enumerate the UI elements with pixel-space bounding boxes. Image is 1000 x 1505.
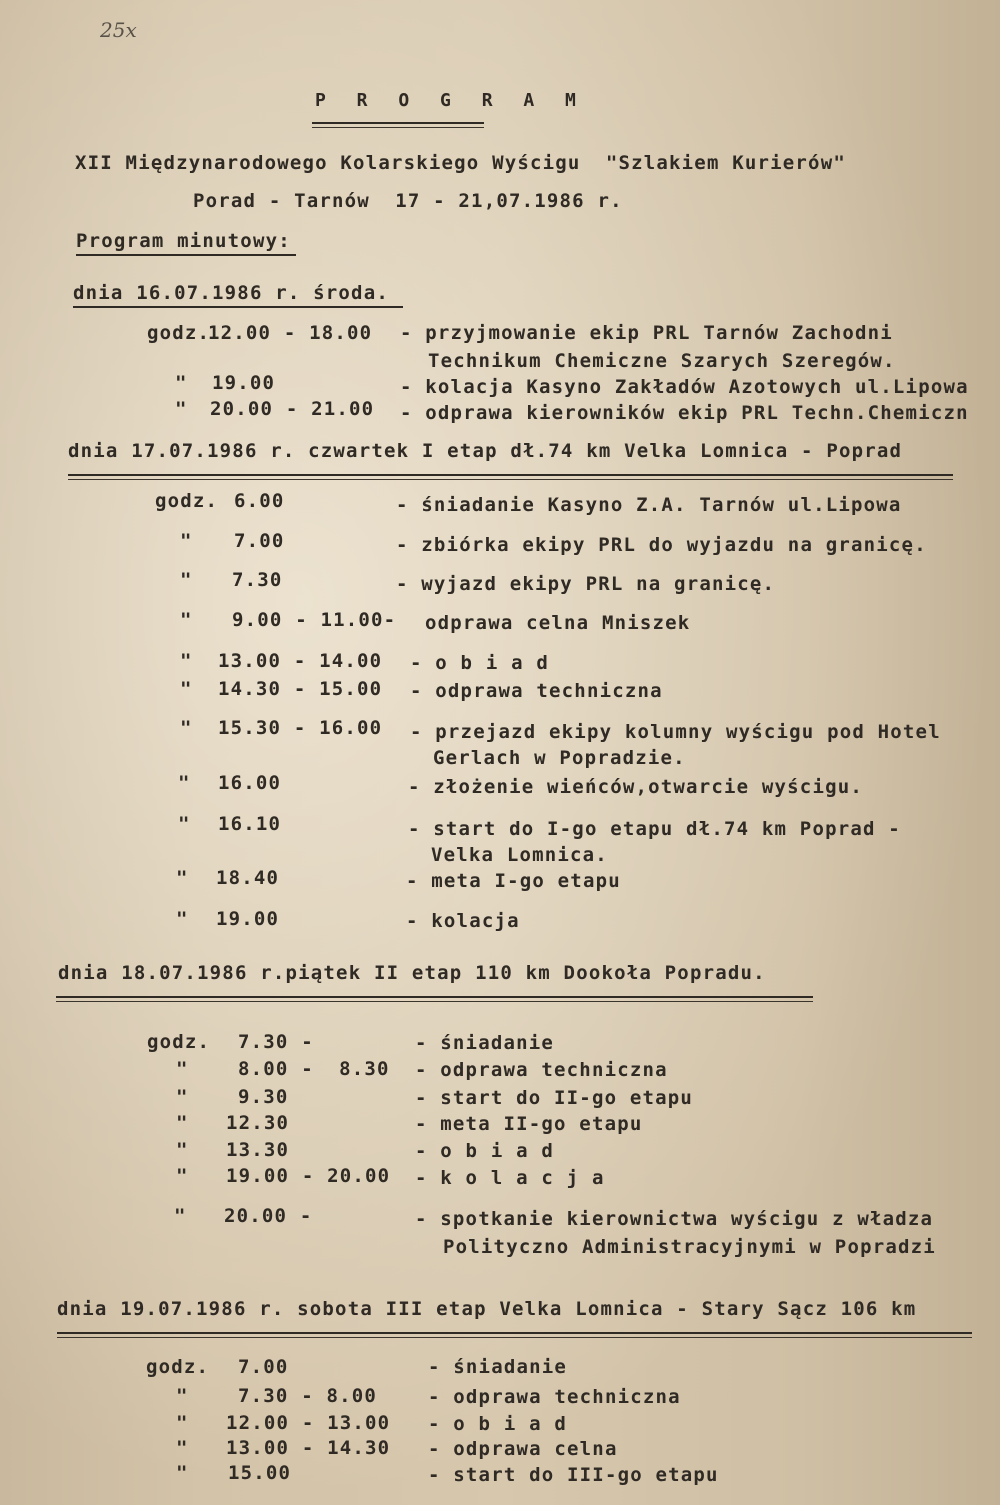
row-description: odprawa celna Mniszek [425,612,691,634]
day-heading-underline [68,474,953,480]
row-time: 12.00 - 18.00 [208,322,373,344]
row-prefix: " [180,678,193,700]
row-prefix: godz. [146,1356,210,1378]
row-description: - o b i a d [428,1413,568,1435]
row-time: 6.00 [234,490,285,512]
row-description: - meta I-go etapu [406,870,621,892]
row-description: - odprawa celna [428,1438,618,1460]
row-description: - k o l a c j a [415,1167,605,1189]
row-description: - przejazd ekipy kolumny wyścigu pod Hotel [410,721,941,743]
margin-note: 25x [100,18,137,42]
row-time: 13.00 - 14.00 [218,650,383,672]
row-description-cont: Velka Lomnica. [431,844,608,866]
row-time: 12.00 - 13.00 [226,1412,391,1434]
day-heading: dnia 16.07.1986 r. środa. [73,282,389,304]
row-prefix: " [178,813,191,835]
row-prefix: " [176,1412,189,1434]
row-description: - złożenie wieńców,otwarcie wyścigu. [408,776,864,798]
row-prefix: " [178,772,191,794]
row-description: - wyjazd ekipy PRL na granicę. [396,573,776,595]
row-time: 7.00 [238,1356,289,1378]
row-description: - śniadanie [428,1356,568,1378]
row-description: - odprawa techniczna [410,680,663,702]
row-description-cont: Technikum Chemiczne Szarych Szeregów. [428,350,896,372]
row-prefix: " [175,398,188,420]
row-description: - start do II-go etapu [415,1087,694,1109]
row-prefix: " [176,1086,189,1108]
row-description-cont: Polityczno Administracyjnymi w Popradzi [443,1236,936,1258]
row-time: 7.00 [234,530,285,552]
row-prefix: " [176,1058,189,1080]
day-heading: dnia 18.07.1986 r.piątek II etap 110 km Dookoła Popradu. [58,962,766,984]
day-heading-underline [56,996,813,1002]
row-time: 13.30 [226,1139,290,1161]
row-prefix: " [176,1385,189,1407]
row-time: 9.00 - 11.00- [232,609,397,631]
row-prefix: " [176,1437,189,1459]
row-time: 18.40 [216,867,280,889]
row-description: - start do III-go etapu [428,1464,719,1486]
day-heading: dnia 17.07.1986 r. czwartek I etap dł.74 km Velka Lomnica - Poprad [68,440,903,462]
row-time: 20.00 - 21.00 [210,398,375,420]
row-prefix: " [176,867,189,889]
row-prefix: " [176,1462,189,1484]
row-time: 19.00 [212,372,276,394]
row-description-cont: Gerlach w Popradzie. [433,747,686,769]
row-time: 7.30 - [238,1031,314,1053]
row-description: - meta II-go etapu [415,1113,643,1135]
row-time: 16.10 [218,813,282,835]
row-description: - kolacja [406,910,520,932]
row-time: 16.00 [218,772,282,794]
row-time: 15.00 [228,1462,292,1484]
row-description: - o b i a d [410,652,550,674]
day-heading: dnia 19.07.1986 r. sobota III etap Velka Lomnica - Stary Sącz 106 km [57,1298,917,1320]
day-heading-underline [73,306,403,308]
row-prefix: " [180,609,193,631]
program-subheading: Program minutowy: [76,230,291,252]
row-prefix: godz. [155,490,219,512]
subheading-underline [76,254,296,256]
day-heading-underline [57,1332,972,1338]
row-description: - śniadanie [415,1032,555,1054]
row-description: - przyjmowanie ekip PRL Tarnów Zachodni [400,322,893,344]
row-prefix: " [180,569,193,591]
row-prefix: godz. [147,1031,211,1053]
row-prefix: " [176,1139,189,1161]
row-description: - odprawa techniczna [428,1386,681,1408]
row-prefix: " [180,717,193,739]
row-prefix: " [176,908,189,930]
row-time: 14.30 - 15.00 [218,678,383,700]
title-underline [312,122,484,128]
row-time: 20.00 - [224,1205,313,1227]
row-description: - o b i a d [415,1140,555,1162]
document-title: P R O G R A M [315,90,586,111]
row-time: 7.30 [232,569,283,591]
row-prefix: " [180,530,193,552]
row-description: - odprawa techniczna [415,1059,668,1081]
row-description: - spotkanie kierownictwa wyścigu z władza [415,1208,934,1230]
row-description: - odprawa kierowników ekip PRL Techn.Chemiczn [400,402,969,424]
row-time: 15.30 - 16.00 [218,717,383,739]
row-prefix: godz. [147,322,211,344]
row-time: 13.00 - 14.30 [226,1437,391,1459]
row-description: - start do I-go etapu dł.74 km Poprad - [408,818,901,840]
row-time: 8.00 - 8.30 [238,1058,390,1080]
row-time: 9.30 [238,1086,289,1108]
row-time: 12.30 [226,1112,290,1134]
row-description: - zbiórka ekipy PRL do wyjazdu na granicę. [396,534,927,556]
row-prefix: " [174,1205,187,1227]
row-prefix: " [180,650,193,672]
row-time: 19.00 [216,908,280,930]
row-description: - śniadanie Kasyno Z.A. Tarnów ul.Lipowa [396,494,902,516]
row-time: 19.00 - 20.00 [226,1165,391,1187]
event-name: XII Międzynarodowego Kolarskiego Wyścigu "Szlakiem Kurierów" [75,152,846,174]
row-prefix: " [176,1165,189,1187]
row-prefix: " [176,1112,189,1134]
row-description: - kolacja Kasyno Zakładów Azotowych ul.Lipowa [400,376,969,398]
row-prefix: " [175,372,188,394]
row-time: 7.30 - 8.00 [238,1385,378,1407]
event-dates: Porad - Tarnów 17 - 21,07.1986 r. [193,190,623,212]
